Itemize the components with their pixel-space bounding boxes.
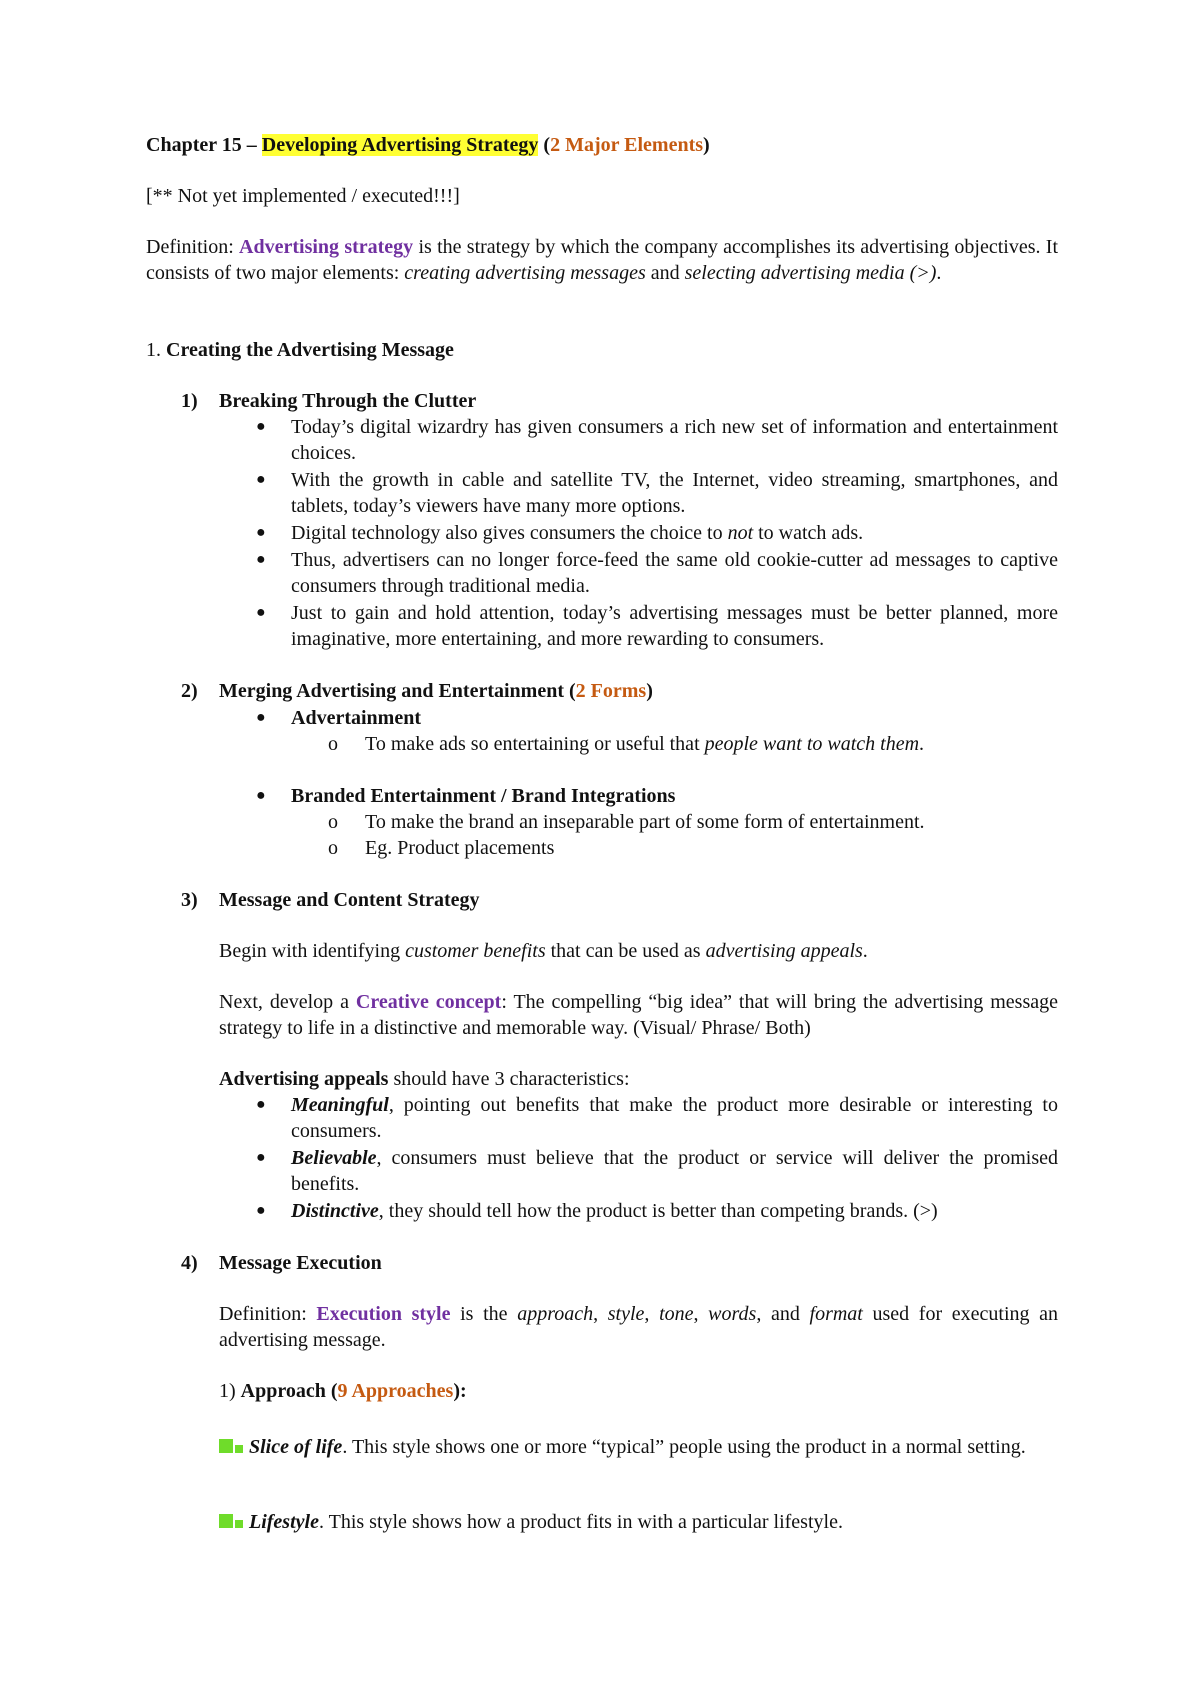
emphasis: people want to watch them bbox=[704, 733, 920, 755]
forms-count: 2 Forms bbox=[575, 680, 647, 702]
text: , and bbox=[756, 1303, 810, 1325]
approach-number: 1) bbox=[219, 1380, 241, 1402]
text: Definition: bbox=[219, 1303, 317, 1325]
text: , bbox=[593, 1303, 608, 1325]
emphasis: advertising appeals bbox=[705, 940, 863, 962]
list-item-text: With the growth in cable and satellite TV, the Internet, video streaming, smartphones, and tablets, today’s viewers have many more options. bbox=[291, 469, 1058, 517]
text: is the bbox=[450, 1303, 518, 1325]
text: used for executing an advertising message. bbox=[219, 1303, 1059, 1351]
disc-bullet-icon: ● bbox=[256, 1202, 266, 1219]
circle-bullet-icon: o bbox=[328, 733, 338, 755]
text: , bbox=[644, 1303, 660, 1325]
disc-bullet-icon: ● bbox=[256, 1096, 266, 1113]
approach-item bbox=[219, 1432, 1058, 1462]
text: : The compelling “big idea” that will bring the advertising message strategy to life in a distinctive and memorable way. (Visual/ Phrase/ Both) bbox=[219, 991, 1058, 1039]
text: , pointing out benefits that make the product more desirable or interesting to consumers. bbox=[291, 1094, 1058, 1142]
list-item-text bbox=[291, 1198, 1058, 1224]
disc-bullet-icon: ● bbox=[256, 787, 266, 804]
text: Merging Advertising and Entertainment ( bbox=[219, 680, 576, 702]
disc-bullet-icon: ● bbox=[256, 709, 266, 726]
definition-paragraph bbox=[146, 234, 1058, 286]
characteristic-name: Meaningful bbox=[291, 1094, 389, 1116]
chapter-topic-highlight: Developing Advertising Strategy bbox=[261, 134, 539, 156]
text: Begin with identifying bbox=[219, 940, 406, 962]
emphasis: format bbox=[809, 1303, 863, 1325]
definition-end: . bbox=[936, 262, 942, 284]
disc-bullet-icon: ● bbox=[256, 471, 266, 488]
green-square-icon bbox=[219, 1514, 233, 1528]
bold-term: Advertising appeals bbox=[219, 1068, 389, 1090]
subsection-number: 3) bbox=[181, 889, 198, 911]
list-item-text bbox=[291, 520, 1058, 546]
subsection-number: 1) bbox=[181, 390, 198, 412]
text: . bbox=[919, 733, 925, 755]
element-one: creating advertising messages bbox=[404, 262, 646, 284]
text: ): bbox=[453, 1380, 467, 1402]
text: To make ads so entertaining or useful that bbox=[365, 733, 705, 755]
definition-text: is the strategy by which the company accomplishes its advertising objectives. It consists of two major elements: bbox=[146, 236, 1059, 284]
subsection-title: Breaking Through the Clutter bbox=[219, 390, 477, 412]
text: , bbox=[693, 1303, 709, 1325]
paragraph bbox=[219, 1301, 1058, 1353]
circle-bullet-icon: o bbox=[328, 837, 338, 859]
sub-list-item-text: Eg. Product placements bbox=[365, 837, 555, 859]
text: Digital technology also gives consumers the choice to bbox=[291, 522, 728, 544]
approach-name: Lifestyle bbox=[249, 1511, 319, 1533]
subsection-title: Message and Content Strategy bbox=[219, 889, 480, 911]
subsection-number: 2) bbox=[181, 680, 198, 702]
paragraph bbox=[219, 938, 1058, 964]
characteristic-name: Distinctive bbox=[291, 1200, 379, 1222]
section-heading bbox=[146, 337, 1058, 363]
paragraph bbox=[219, 989, 1058, 1041]
list-item-text: Branded Entertainment / Brand Integrations bbox=[291, 785, 676, 807]
characteristic-name: Believable bbox=[291, 1147, 377, 1169]
disc-bullet-icon: ● bbox=[256, 551, 266, 568]
approach-heading bbox=[219, 1378, 1058, 1404]
list-item-text: Today’s digital wizardry has given consumers a rich new set of information and entertainment choices. bbox=[291, 416, 1058, 464]
emphasis: customer benefits bbox=[405, 940, 546, 962]
text: Approach ( bbox=[240, 1380, 338, 1402]
approach-name: Slice of life bbox=[249, 1436, 343, 1458]
emphasis: approach bbox=[517, 1303, 594, 1325]
disc-bullet-icon: ● bbox=[256, 604, 266, 621]
paren-close: ) bbox=[703, 134, 710, 156]
text: should have 3 characteristics: bbox=[388, 1068, 630, 1090]
text: to watch ads. bbox=[753, 522, 864, 544]
paragraph bbox=[219, 1066, 1058, 1092]
section-number: 1. bbox=[146, 339, 166, 361]
text: , they should tell how the product is better than competing brands. (>) bbox=[378, 1200, 938, 1222]
text: . bbox=[862, 940, 868, 962]
approach-count: 9 Approaches bbox=[337, 1380, 454, 1402]
green-square-icon bbox=[235, 1445, 243, 1453]
text: , consumers must believe that the product or service will deliver the promised benefits. bbox=[291, 1147, 1058, 1195]
text: . This style shows one or more “typical” people using the product in a normal setting. bbox=[342, 1436, 1026, 1458]
status-note: [** Not yet implemented / executed!!!] bbox=[146, 185, 460, 207]
list-item-text: Advertainment bbox=[291, 707, 421, 729]
text: that can be used as bbox=[545, 940, 706, 962]
text: ) bbox=[646, 680, 653, 702]
text: . This style shows how a product fits in with a particular lifestyle. bbox=[318, 1511, 843, 1533]
sub-list-item-text: To make the brand an inseparable part of some form of entertainment. bbox=[365, 811, 925, 833]
section-title: Creating the Advertising Message bbox=[166, 339, 454, 361]
list-item-text: Thus, advertisers can no longer force-feed the same old cookie-cutter ad messages to captive consumers through traditional media. bbox=[291, 549, 1058, 597]
chapter-label: Chapter 15 – bbox=[146, 134, 262, 156]
definition-term: Advertising strategy bbox=[239, 236, 414, 258]
text: Next, develop a bbox=[219, 991, 356, 1013]
element-two: selecting advertising media (>) bbox=[684, 262, 937, 284]
subsection-number: 4) bbox=[181, 1252, 198, 1274]
list-item-text bbox=[291, 1092, 1058, 1144]
definition-and: and bbox=[645, 262, 685, 284]
disc-bullet-icon: ● bbox=[256, 524, 266, 541]
approach-item bbox=[219, 1507, 1058, 1537]
list-item-text bbox=[291, 1145, 1058, 1197]
disc-bullet-icon: ● bbox=[256, 418, 266, 435]
chapter-title bbox=[146, 132, 1058, 158]
green-square-icon bbox=[235, 1520, 243, 1528]
execution-style-term: Execution style bbox=[316, 1303, 451, 1325]
subsection-title: Message Execution bbox=[219, 1252, 382, 1274]
definition-prefix: Definition: bbox=[146, 236, 240, 258]
major-elements-label: 2 Major Elements bbox=[550, 134, 704, 156]
paren-open: ( bbox=[538, 134, 551, 156]
emphasis: not bbox=[727, 522, 754, 544]
sub-list-item-text bbox=[365, 731, 1058, 757]
list-item-text: Just to gain and hold attention, today’s advertising messages must be better planned, more imaginative, more entertaining, and more rewarding to consumers. bbox=[291, 602, 1058, 650]
subsection-title bbox=[219, 678, 653, 704]
emphasis: tone bbox=[659, 1303, 694, 1325]
emphasis: words bbox=[708, 1303, 757, 1325]
disc-bullet-icon: ● bbox=[256, 1149, 266, 1166]
circle-bullet-icon: o bbox=[328, 811, 338, 833]
green-square-icon bbox=[219, 1439, 233, 1453]
emphasis: style bbox=[607, 1303, 645, 1325]
creative-concept-term: Creative concept bbox=[355, 991, 502, 1013]
